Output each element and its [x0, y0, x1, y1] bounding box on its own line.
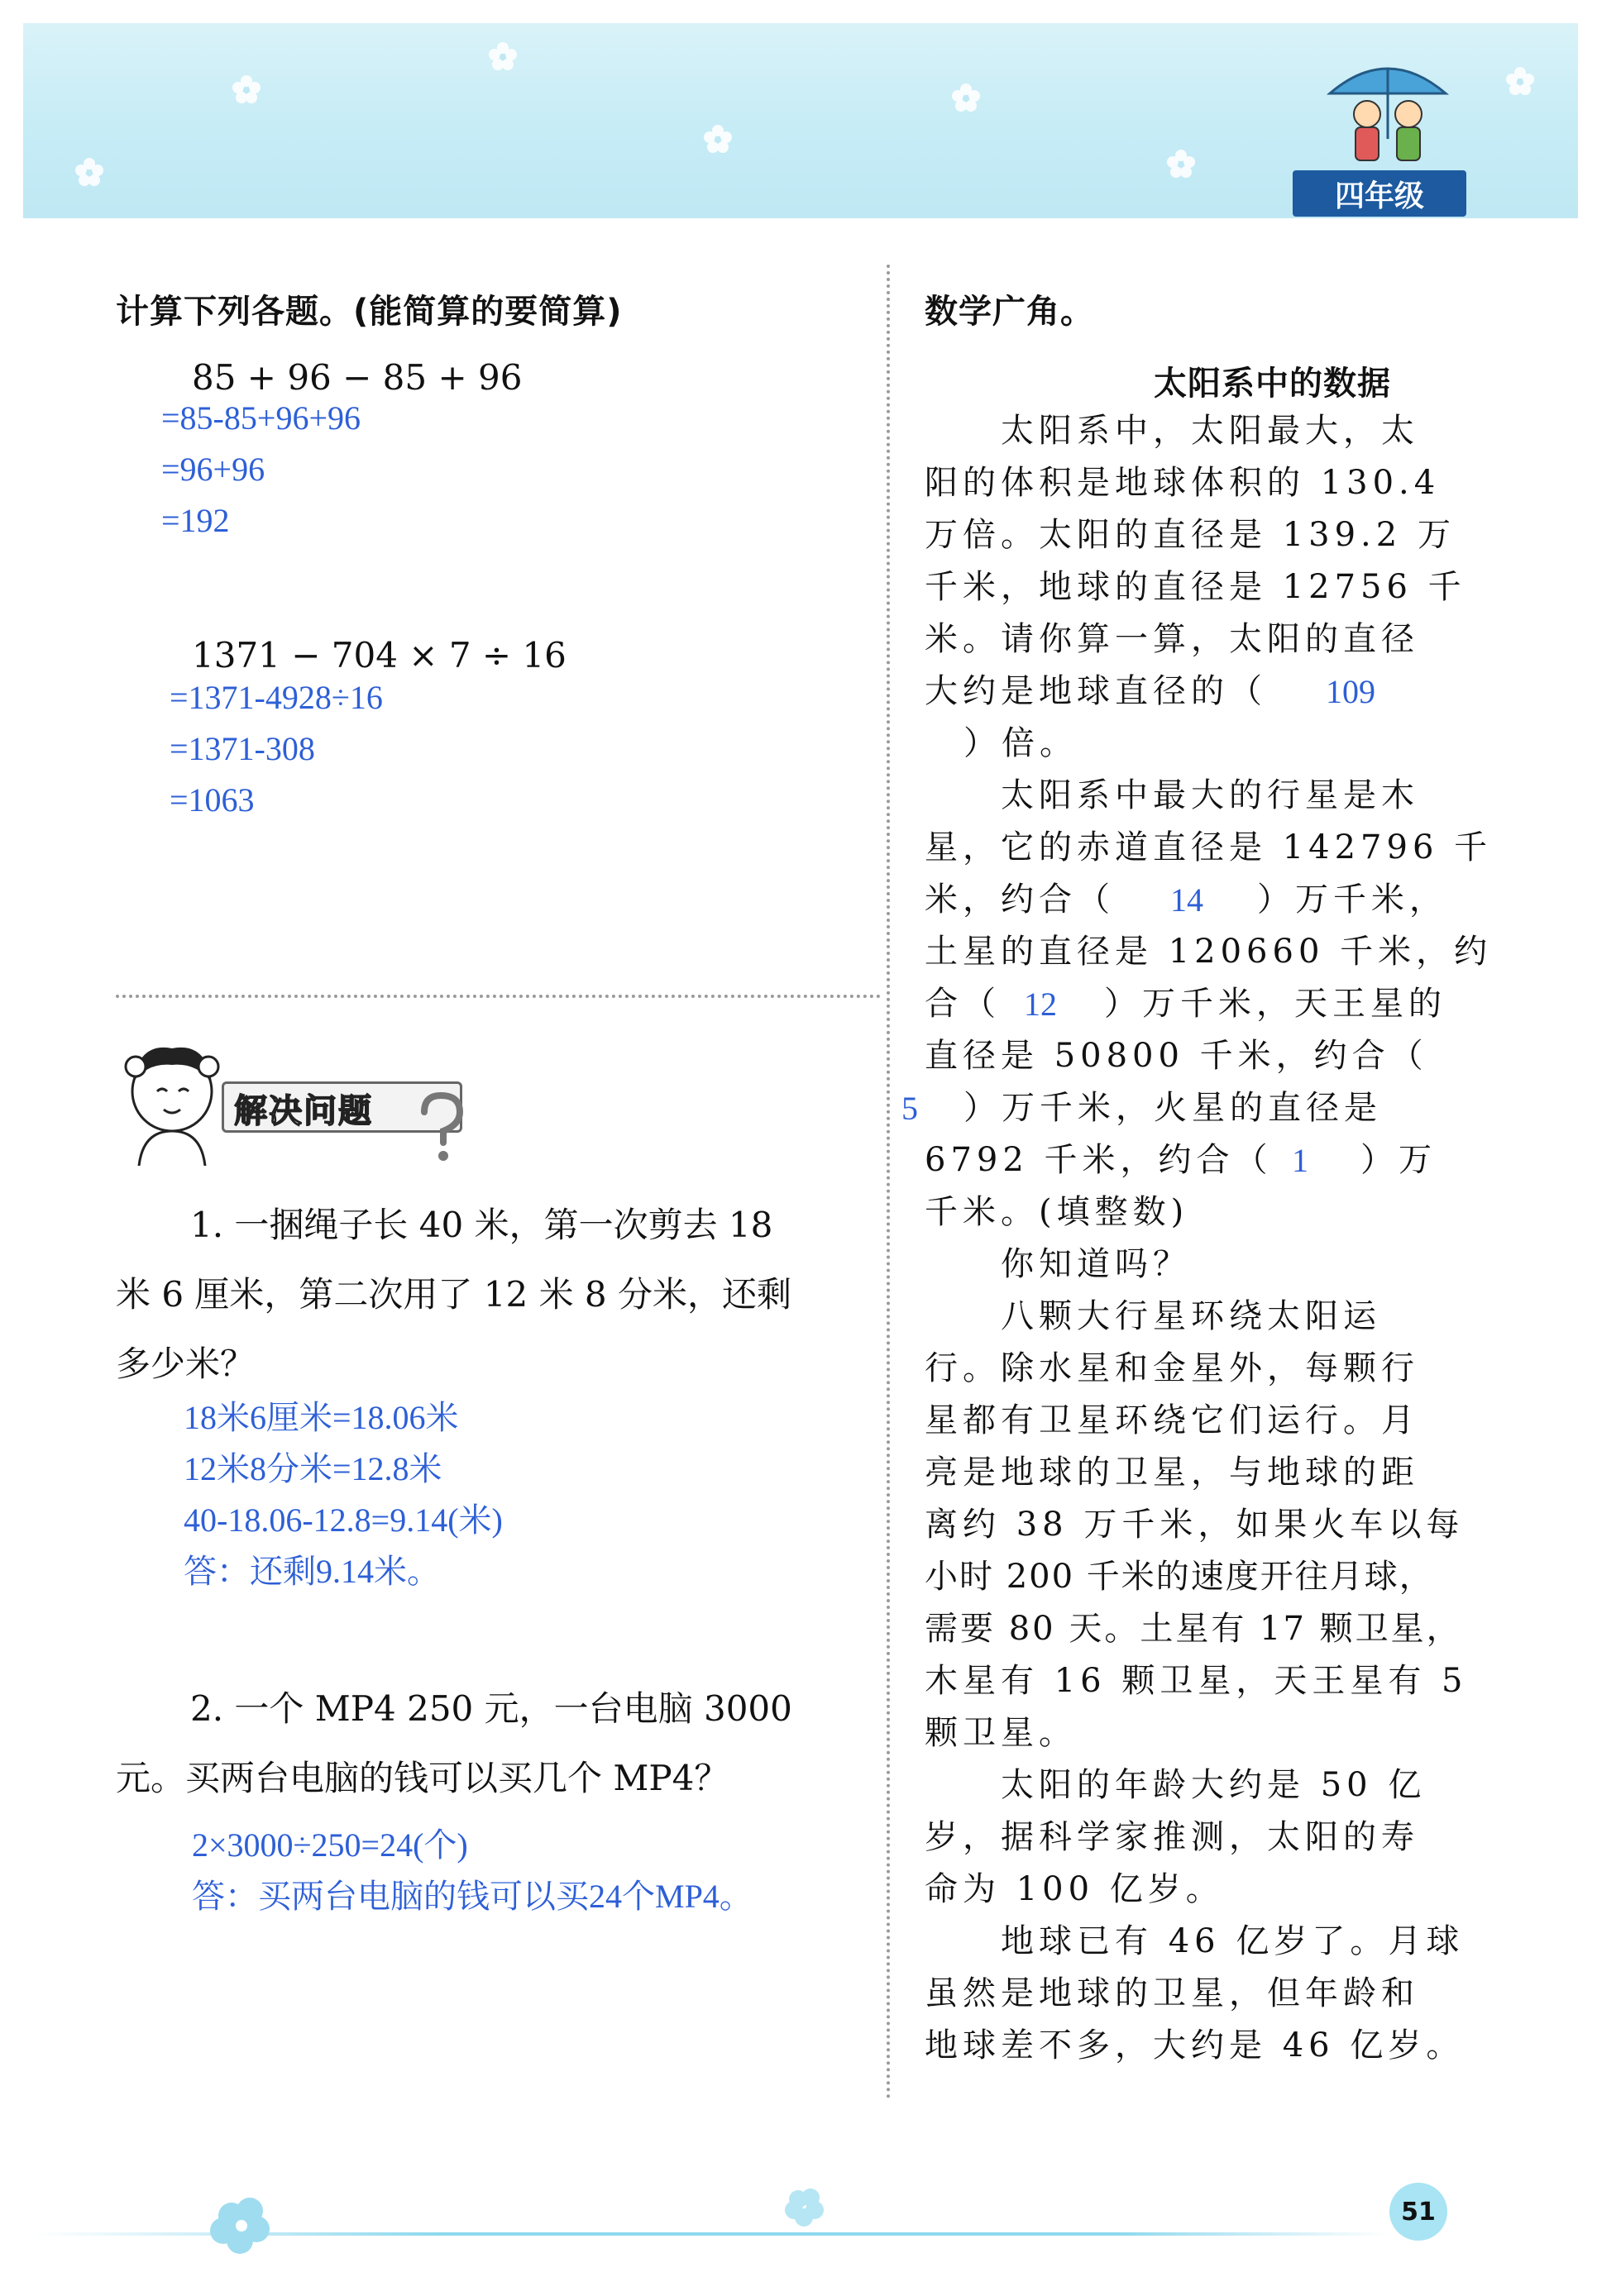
p1-line-1: 太阳系中，太阳最大，太 [1001, 412, 1419, 450]
header-banner [23, 23, 1578, 218]
p5-line-2: 虽然是地球的卫星，但年龄和 [925, 1974, 1419, 2012]
flower-icon [73, 155, 106, 189]
problem1-answer-1: 18米6厘米=18.06米 [184, 1399, 459, 1436]
p2-line-5b: ）万千米，天王星的 [1104, 985, 1446, 1023]
p3-line-4: 亮是地球的卫星，与地球的距 [925, 1453, 1419, 1492]
answer-uranus: 5 [901, 1090, 918, 1127]
calc1-step-3: =192 [161, 502, 230, 539]
p1-line-3: 万倍。太阳的直径是 139.2 万 [925, 516, 1456, 554]
problem1-answer-3: 40-18.06-12.8=9.14(米) [184, 1501, 503, 1539]
p3-line-5: 离约 38 万千米，如果火车以每 [925, 1506, 1465, 1544]
p4-line-1: 太阳的年龄大约是 50 亿 [1001, 1766, 1427, 1804]
problem1-line-1: 1. 一捆绳子长 40 米，第一次剪去 18 [190, 1205, 773, 1245]
calc2-step-2: =1371-308 [170, 730, 315, 767]
calc1-step-2: =96+96 [161, 451, 265, 488]
p5-line-1: 地球已有 46 亿岁了。月球 [1001, 1922, 1465, 1960]
answer-jupiter: 14 [1170, 881, 1203, 919]
flower-icon [1504, 64, 1537, 98]
problem2-line-1: 2. 一个 MP4 250 元，一台电脑 3000 [190, 1688, 792, 1729]
p3-line-3: 星都有卫星环绕它们运行。月 [925, 1401, 1419, 1439]
answer-saturn: 12 [1024, 986, 1057, 1023]
flower-icon [949, 81, 983, 114]
p2-line-2: 星，它的赤道直径是 142796 千 [925, 828, 1493, 866]
flower-icon [230, 73, 263, 106]
p5-line-3: 地球差不多，大约是 46 亿岁。 [925, 2026, 1465, 2064]
p2-line-3b: ）万千米， [1257, 881, 1447, 919]
page-number: 51 [1389, 2183, 1447, 2241]
calc2-expression: 1371 − 704 × 7 ÷ 16 [192, 635, 567, 675]
question-mark-icon [412, 1091, 470, 1166]
answer-sun-times: 109 [1326, 673, 1375, 710]
p2-line-7: ）万千米，火星的直径是 [963, 1089, 1382, 1127]
footer-flower-icon [198, 2191, 298, 2265]
p2-line-4: 土星的直径是 120660 千米，约 [925, 933, 1493, 971]
p2-line-8a: 6792 千米，约合（ [925, 1141, 1273, 1179]
problem2-answer-1: 2×3000÷250=24(个) [192, 1826, 468, 1864]
p1-line-2: 阳的体积是地球体积的 130.4 [925, 464, 1441, 502]
calc1-expression: 85 + 96 − 85 + 96 [192, 357, 523, 398]
p2-line-9: 千米。(填整数) [925, 1193, 1189, 1231]
p3-line-7: 需要 80 天。土星有 17 颗卫星， [925, 1610, 1462, 1648]
math-corner-heading: 数学广角。 [925, 293, 1094, 331]
calc-heading: 计算下列各题。(能简算的要简算) [116, 293, 623, 331]
p3-line-1: 八颗大行星环绕太阳运 [1001, 1297, 1381, 1335]
p2-line-3: 米，约合（ [925, 881, 1115, 919]
girl-thinking-icon [114, 1033, 230, 1166]
problem1-answer-4: 答：还剩9.14米。 [184, 1553, 440, 1590]
flower-icon [486, 40, 519, 73]
calc2-step-3: =1063 [170, 781, 255, 819]
answer-mars: 1 [1292, 1142, 1308, 1179]
problem2-line-2: 元。买两台电脑的钱可以买几个 MP4？ [116, 1758, 729, 1798]
problem1-answer-2: 12米8分米=12.8米 [184, 1450, 442, 1487]
section-badge [114, 1033, 470, 1166]
problem2-answer-2: 答：买两台电脑的钱可以买24个MP4。 [192, 1878, 753, 1915]
flower-icon [701, 122, 734, 155]
p3-line-6: 小时 200 千米的速度开往月球， [925, 1558, 1434, 1596]
footer-flower-icon [777, 2183, 835, 2232]
p1-line-6: 大约是地球直径的（ [925, 672, 1267, 710]
calc2-step-1: =1371-4928÷16 [170, 679, 383, 716]
umbrella-kids-icon [1317, 48, 1458, 172]
p1-end: ）倍。 [963, 724, 1078, 762]
p3-line-2: 行。除水星和金星外，每颗行 [925, 1349, 1419, 1387]
problem1-line-2: 米 6 厘米，第二次用了 12 米 8 分米，还剩 [116, 1274, 791, 1315]
section-divider [116, 995, 881, 998]
article-title: 太阳系中的数据 [1154, 365, 1391, 403]
p2-line-5a: 合（ [925, 985, 1001, 1023]
p2-line-1: 太阳系中最大的行星是木 [1001, 776, 1419, 814]
did-you-know: 你知道吗？ [1001, 1245, 1191, 1283]
column-divider [887, 265, 890, 2100]
p3-line-8: 木星有 16 颗卫星，天王星有 5 [925, 1662, 1468, 1700]
p3-line-9: 颗卫星。 [925, 1714, 1077, 1752]
p4-line-3: 命为 100 亿岁。 [925, 1870, 1224, 1908]
p2-line-8b: ）万 [1360, 1141, 1437, 1179]
p4-line-2: 岁，据科学家推测，太阳的寿 [925, 1818, 1419, 1856]
grade-tab: 四年级 [1293, 170, 1466, 217]
p2-line-6: 直径是 50800 千米，约合（ [925, 1037, 1428, 1075]
calc1-step-1: =85-85+96+96 [161, 399, 361, 437]
problem1-line-3: 多少米？ [116, 1344, 256, 1384]
section-title: 解决问题 [234, 1092, 373, 1130]
flower-icon [1164, 147, 1198, 180]
p1-line-5: 米。请你算一算，太阳的直径 [925, 620, 1419, 658]
p1-line-4: 千米，地球的直径是 12756 千 [925, 568, 1466, 606]
